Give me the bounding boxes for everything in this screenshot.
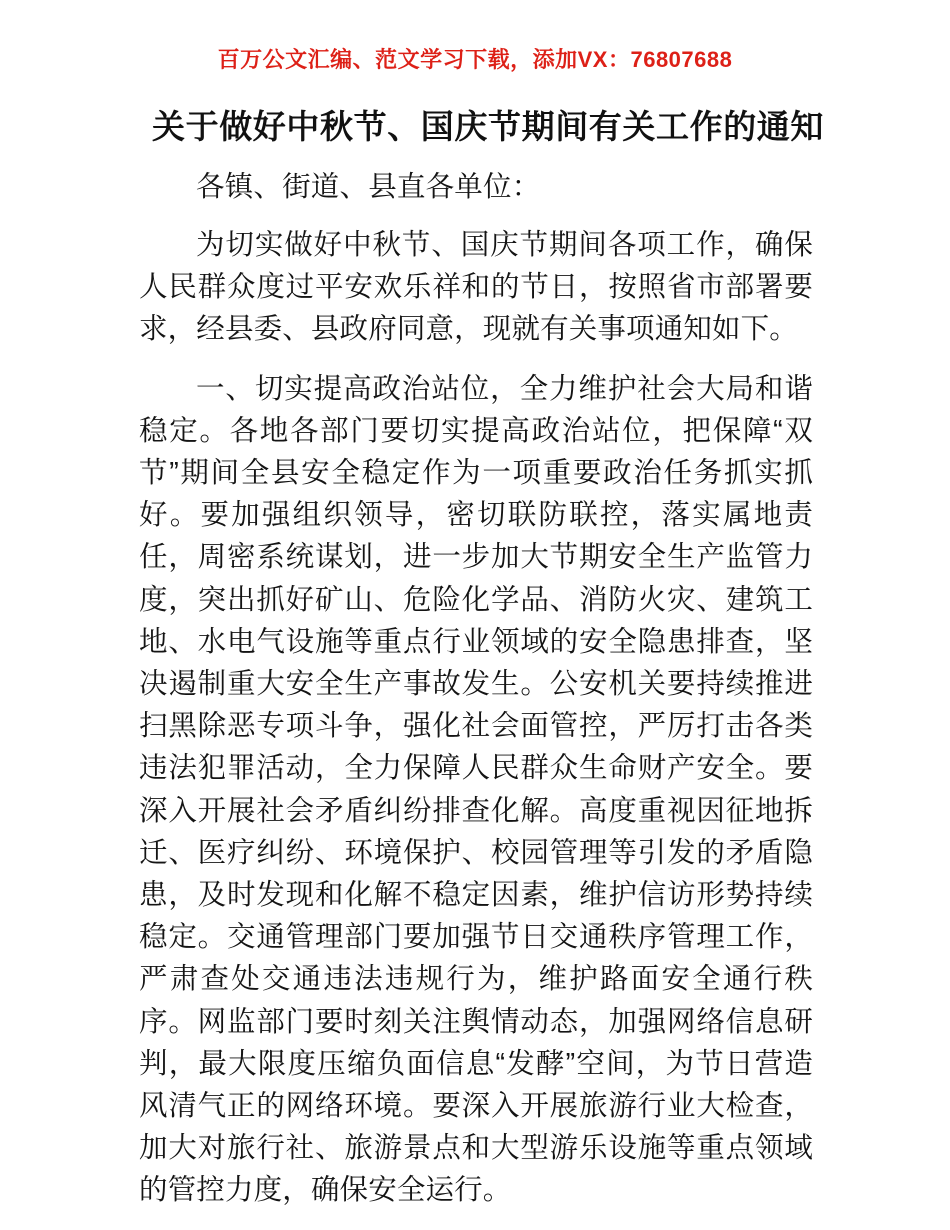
document-body [139, 104, 824, 1212]
paragraph-intro: 为切实做好中秋节、国庆节期间各项工作，确保人民群众度过平安欢乐祥和的节日，按照省市部署要求，经县委、县政府同意，现就有关事项通知如下。 [139, 229, 813, 346]
paragraph-section-one: 一、切实提高政治站位，全力维护社会大局和谐稳定。各地各部门要切实提高政治站位，把保障“双节”期间全县安全稳定作为一项重要政治任务抓实抓好。要加强组织领导，密切联防联控，落实属地责任，周密系统谋划，进一步加大节期安全生产监管力度，突出抓好矿山、危险化学品、消防火灾、建筑工地、水电气设施等重点行业领域的安全隐患排查，坚决遏制重大安全生产事故发生。公安机关要持续推进扫黑除恶专项斗争，强化社会面管控，严厉打击各类违法犯罪活动，全力保障人民群众生命财产安全。要深入开展社会矛盾纠纷排查化解。高度重视因征地拆迁、医疗纠纷、环境保护、校园管理等引发的矛盾隐患，及时发现和化解不稳定因素，维护信访形势持续稳定。交通管理部门要加强节日交通秩序管理工作，严肃查处交通违法违规行为，维护路面安全通行秩序。网监部门要时刻关注舆情动态，加强网络信息研判，最大限度压缩负面信息“发酵”空间，为节日营造风清气正的网络环境。要深入开展旅游行业大检查，加大对旅行社、旅游景点和大型游乐设施等重点领域的管控力度，确保安全运行。 [139, 372, 813, 1207]
salutation-line: 各镇、街道、县直各单位： [196, 171, 541, 203]
promo-banner-text: 百万公文汇编、范文学习下载，添加VX：76807688 [217, 47, 733, 72]
page-title: 关于做好中秋节、国庆节期间有关工作的通知 [152, 108, 824, 145]
